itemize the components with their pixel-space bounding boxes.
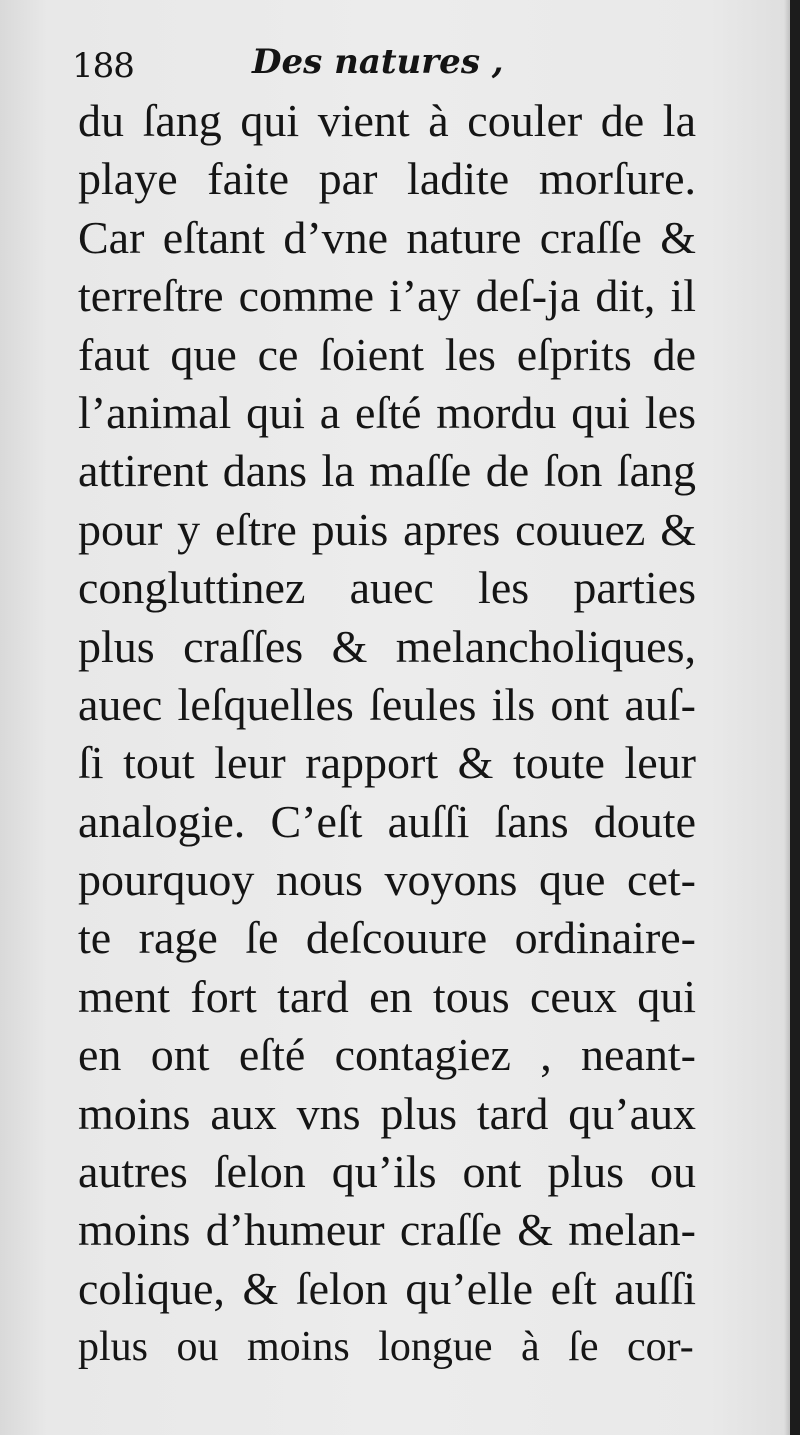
text-line: plus ou moins longue à ſe cor- (78, 1324, 694, 1371)
text-line: colique, & ſelon qu’elle eſt auſſi (78, 1262, 696, 1314)
text-line: en ont eſté contagiez , neant- (78, 1029, 696, 1081)
text-line: Car eſtant d’vne nature craſſe & (78, 211, 696, 263)
text-line: plus craſſes & melancholiques, (78, 620, 696, 672)
page-header (72, 38, 692, 88)
text-line: terreſtre comme i’ay deſ-ja dit, il (78, 270, 696, 322)
text-line: playe faite par ladite morſure. (78, 153, 696, 205)
text-line: moins aux vns plus tard qu’aux (78, 1087, 696, 1139)
text-line: pourquoy nous voyons que cet- (78, 854, 696, 906)
text-line: l’animal qui a eſté mordu qui les (78, 386, 696, 438)
page-number: 188 (72, 46, 134, 86)
running-head: Des natures , (252, 42, 504, 82)
text-line: analogie. C’eſt auſſi ſans doute (78, 795, 696, 847)
text-line: du ſang qui vient à couler de la (78, 95, 696, 146)
text-line: autres ſelon qu’ils ont plus ou (78, 1146, 696, 1198)
text-line: congluttinez auec les parties (78, 562, 696, 614)
text-line: moins d’humeur craſſe & melan- (78, 1204, 696, 1256)
text-line: te rage ſe deſcouure ordinaire- (78, 912, 696, 964)
text-line: ſi tout leur rapport & toute leur (78, 737, 696, 789)
text-line: auec leſquelles ſeules ils ont auſ- (78, 678, 696, 730)
text-line: ment fort tard en tous ceux qui (78, 970, 696, 1022)
text-line: attirent dans la maſſe de ſon ſang (78, 445, 696, 497)
text-line: faut que ce ſoient les eſprits de (78, 328, 696, 380)
body-text (78, 92, 696, 1377)
text-line: pour y eſtre puis apres couuez & (78, 503, 696, 555)
